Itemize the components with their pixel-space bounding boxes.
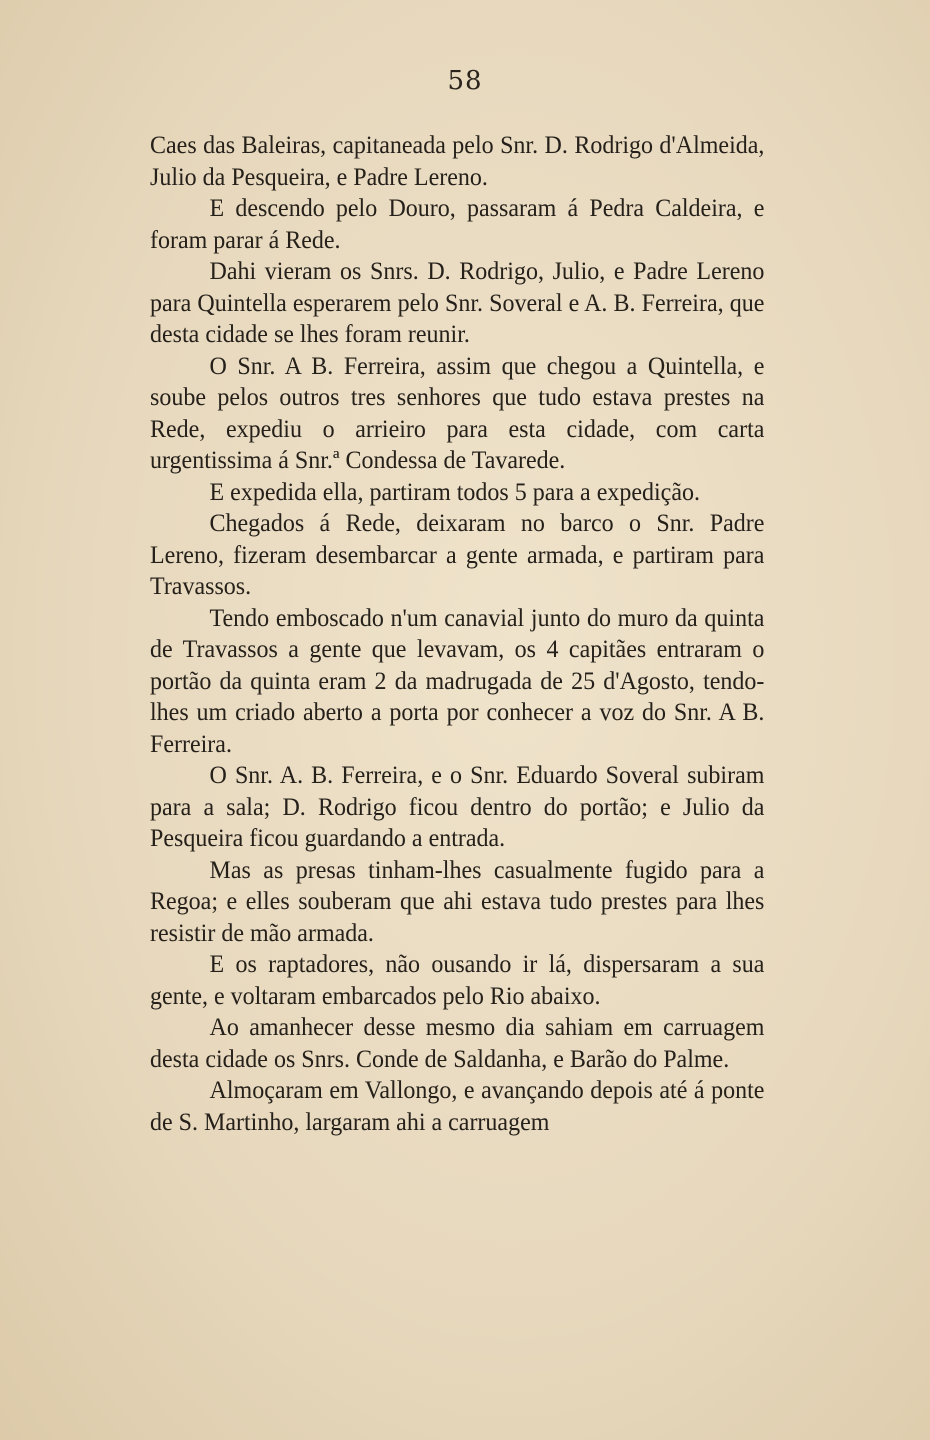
paragraph-10: E os raptadores, não ousando ir lá, dispersaram a sua gente, e voltaram embarcados pelo Rio abaixo. — [150, 951, 765, 1010]
paragraph-7: Tendo emboscado n'um canavial junto do muro da quinta de Travassos a gente que levavam, os 4 capitães entraram o portão da quinta eram 2 da madrugada de 25 d'Agosto, tendo-lhes um criado aberto a porta por conhecer a voz do Snr. A B. Ferreira. — [150, 604, 765, 758]
paragraph-1: Caes das Baleiras, capitaneada pelo Snr. D. Rodrigo d'Almeida, Julio da Pesqueira, e Padre Lereno. — [150, 132, 765, 191]
paragraph-9: Mas as presas tinham-lhes casualmente fugido para a Regoa; e elles souberam que ahi estava tudo prestes para lhes resistir de mão armada. — [150, 856, 765, 947]
page-number: 58 — [447, 66, 483, 96]
paragraph-2: E descendo pelo Douro, passaram á Pedra Caldeira, e foram parar á Rede. — [150, 195, 765, 254]
paragraph-6: Chegados á Rede, deixaram no barco o Snr. Padre Lereno, fizeram desembarcar a gente armada, e partiram para Travassos. — [150, 510, 765, 600]
paragraph-11: Ao amanhecer desse mesmo dia sahiam em carruagem desta cidade os Snrs. Conde de Saldanha, e Barão do Palme. — [150, 1014, 765, 1073]
paragraph-3: Dahi vieram os Snrs. D. Rodrigo, Julio, e Padre Lereno para Quintella esperarem pelo Snr. Soveral e A. B. Ferreira, que desta cidade se lhes foram reunir. — [150, 258, 765, 348]
paragraph-8: O Snr. A. B. Ferreira, e o Snr. Eduardo Soveral subiram para a sala; D. Rodrigo ficou dentro do portão; e Julio da Pesqueira ficou guardando a entrada. — [150, 762, 765, 852]
paragraph-12: Almoçaram em Vallongo, e avançando depois até á ponte de S. Martinho, largaram ahi a carruagem — [150, 1077, 765, 1136]
paragraph-5: E expedida ella, partiram todos 5 para a expedição. — [209, 478, 700, 506]
body-text — [150, 130, 764, 1138]
paragraph-4: O Snr. A B. Ferreira, assim que chegou a Quintella, e soube pelos outros tres senhores que tudo estava prestes na Rede, expediu o arrieiro para esta cidade, com carta urgentissima á Snr.ª Condessa de Tavarede. — [150, 352, 765, 474]
